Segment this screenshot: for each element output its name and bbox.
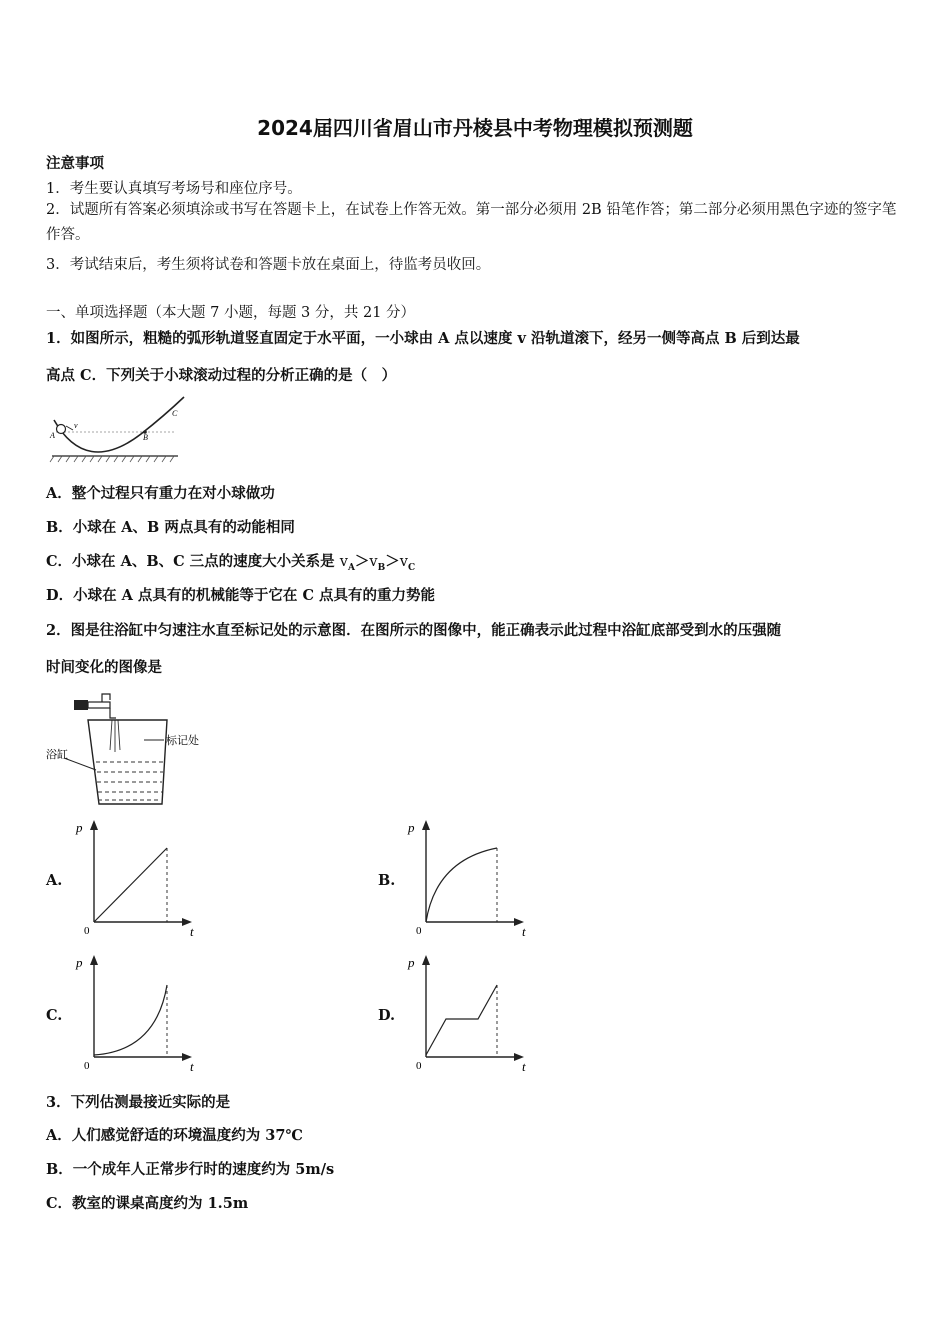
y-axis-label: p bbox=[76, 955, 83, 970]
x-axis-label: t bbox=[522, 1059, 526, 1074]
pressure-curve bbox=[94, 985, 167, 1055]
q2-stem-line1: 2．图是往浴缸中匀速注水直至标记处的示意图．在图所示的图像中，能正确表示此过程中浴缸底部受到水的压强随 bbox=[46, 622, 782, 639]
pressure-curve bbox=[94, 848, 167, 922]
q1-track-figure bbox=[46, 392, 196, 464]
point-c-label: C bbox=[172, 409, 178, 418]
point-a-label: A bbox=[50, 431, 55, 440]
y-axis-arrow-icon bbox=[90, 955, 98, 965]
notice-item-3: 3．考试结束后，考生须将试卷和答题卡放在桌面上，待监考员收回。 bbox=[46, 257, 491, 273]
y-axis-arrow-icon bbox=[422, 820, 430, 830]
q2-option-a-label: A. bbox=[46, 872, 63, 889]
q2-option-d-label: D. bbox=[378, 1007, 396, 1024]
faucet-spout-icon bbox=[110, 708, 116, 718]
q1-stem-line2: 高点 C．下列关于小球滚动过程的分析正确的是（ ） bbox=[46, 367, 397, 384]
pressure-curve bbox=[426, 848, 497, 922]
q2-graph-c bbox=[74, 951, 204, 1075]
point-b-label: B bbox=[143, 433, 148, 442]
q2-option-b-label: B. bbox=[378, 872, 396, 889]
origin-label: 0 bbox=[416, 925, 422, 937]
notice-item-1: 1．考生要认真填写考场号和座位序号。 bbox=[46, 181, 302, 197]
q2-graph-d bbox=[406, 951, 536, 1075]
q2-bathtub-figure bbox=[44, 686, 214, 810]
y-axis-arrow-icon bbox=[90, 820, 98, 830]
q1-option-d: D．小球在 A 点具有的机械能等于它在 C 点具有的重力势能 bbox=[46, 587, 436, 604]
q1-option-c: C．小球在 A、B、C 三点的速度大小关系是 $v_A>v_B>v_C$ bbox=[46, 553, 416, 573]
ball-icon bbox=[57, 425, 66, 434]
y-axis-label: p bbox=[408, 955, 415, 970]
y-axis-label: p bbox=[76, 820, 83, 835]
q3-option-a: A．人们感觉舒适的环境温度约为 37℃ bbox=[46, 1127, 303, 1144]
q1-option-a: A．整个过程只有重力在对小球做功 bbox=[46, 485, 275, 502]
tub-label: 浴缸 bbox=[46, 749, 68, 761]
origin-label: 0 bbox=[416, 1060, 422, 1072]
origin-label: 0 bbox=[84, 1060, 90, 1072]
velocity-label: v bbox=[74, 421, 78, 430]
q3-option-c: C．教室的课桌高度约为 1.5m bbox=[46, 1195, 249, 1212]
x-axis-label: t bbox=[522, 924, 526, 939]
origin-label: 0 bbox=[84, 925, 90, 937]
section-heading: 一、单项选择题（本大题 7 小题，每题 3 分，共 21 分） bbox=[46, 305, 416, 321]
faucet-pipe-icon bbox=[88, 702, 110, 708]
velocity-arrow bbox=[66, 426, 73, 430]
notice-heading: 注意事项 bbox=[46, 155, 104, 172]
tub-pointer bbox=[64, 758, 96, 770]
q2-option-c-label: C. bbox=[46, 1007, 63, 1024]
q3-option-b: B．一个成年人正常步行时的速度约为 5m/s bbox=[46, 1161, 335, 1178]
faucet-knob-icon bbox=[102, 694, 110, 702]
y-axis-arrow-icon bbox=[422, 955, 430, 965]
notice-item-2: 2．试题所有答案必须填涂或书写在答题卡上，在试卷上作答无效。第一部分必须用 2B 铅笔作答；第二部分必须用黑色字迹的签字笔作答。 bbox=[46, 202, 897, 243]
page-title: 2024届四川省眉山市丹棱县中考物理模拟预测题 bbox=[257, 116, 693, 140]
q1-stem-line1: 1．如图所示，粗糙的弧形轨道竖直固定于水平面，一小球由 A 点以速度 v 沿轨道滚下，经另一侧等高点 B 后到达最 bbox=[46, 330, 800, 347]
water-stream bbox=[110, 720, 120, 752]
mark-label: 标记处 bbox=[166, 735, 199, 747]
x-axis-label: t bbox=[190, 1059, 194, 1074]
x-axis-label: t bbox=[190, 924, 194, 939]
q3-stem: 3．下列估测最接近实际的是 bbox=[46, 1094, 231, 1111]
q1-option-b: B．小球在 A、B 两点具有的动能相同 bbox=[46, 519, 295, 536]
water-level-lines bbox=[96, 762, 163, 800]
y-axis-label: p bbox=[408, 820, 415, 835]
ground-hatching bbox=[50, 456, 174, 462]
q2-graph-a bbox=[74, 816, 204, 940]
faucet-handle-icon bbox=[74, 700, 88, 710]
pressure-curve bbox=[426, 985, 497, 1055]
q2-stem-line2: 时间变化的图像是 bbox=[46, 659, 162, 676]
q2-graph-b bbox=[406, 816, 536, 940]
